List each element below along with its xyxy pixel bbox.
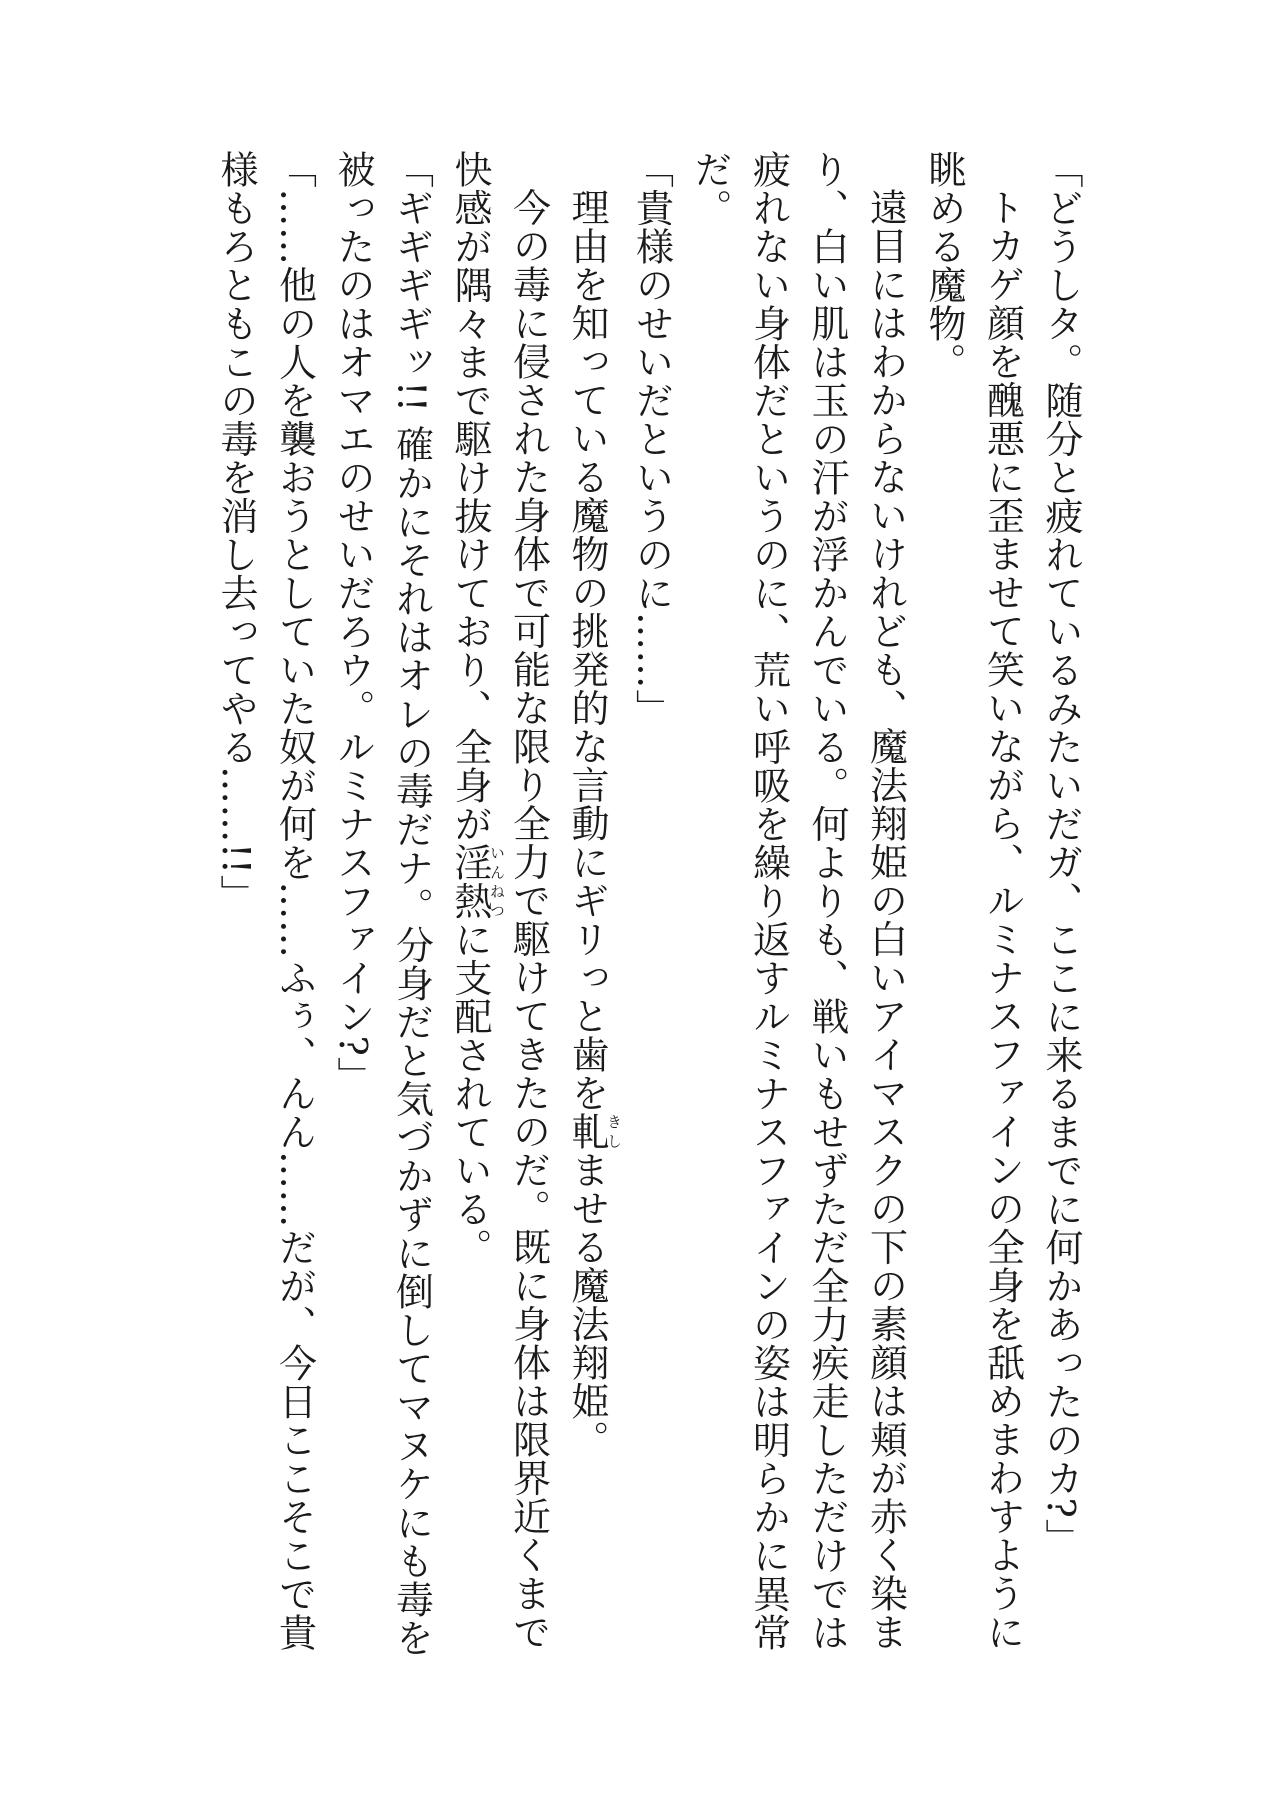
dialogue-line: 「……他の人を襲おうとしていた奴が何を……ふぅ、んん……だが、今日ここそこで貴様もろともこの毒を消し去ってやる……!!」	[214, 150, 317, 1652]
ruby-base: 軋	[565, 1112, 609, 1151]
dialogue-line: 「ギギギギッ!! 確かにそれはオレの毒だナ。分身だと気づかずに倒してマヌケにも毒を被ったのはオマエのせいだろウ。ルミナスファイン?」	[331, 150, 434, 1658]
narration-paragraph: トカゲ顔を醜悪に歪ませて笑いながら、ルミナスファインの全身を舐めまわすように眺める魔物。	[922, 150, 1025, 1651]
ruby-reading: いんねつ	[488, 843, 506, 920]
ruby-annotation	[448, 843, 506, 920]
narration-text: 今の毒に侵された身体で可能な限り全力で駆けてきたのだ。既に身体は限界近くまで快感が隅々まで駆け抜けており、全身が	[448, 150, 551, 1651]
dialogue-line: 「貴様のせいだというのに……」	[629, 150, 674, 728]
narration-paragraph: 遠目にはわからないけれども、魔法翔姫の白いアイマスクの下の素顔は頬が赤く染まり、白い肌は玉の汗が浮かんでいる。何よりも、戦いもせずただ全力疾走しただけでは疲れない身体だというのに、荒い呼吸を繰り返すルミナスファインの姿は明らかに異常だ。	[688, 150, 908, 1652]
narration-paragraph	[558, 150, 623, 1670]
vertical-text-body	[207, 150, 1091, 1670]
ruby-reading: きし	[605, 1112, 623, 1151]
narration-text: 理由を知っている魔物の挑発的な言動にギリっと歯を	[565, 188, 609, 1112]
narration-text: に支配されている。	[448, 920, 492, 1267]
dialogue-line: 「どうしタ。随分と疲れているみたいだガ、ここに来るまでに何かあったのカ?」	[1039, 150, 1083, 1557]
narration-paragraph	[441, 150, 558, 1670]
narration-text: ませる魔法翔姫。	[565, 1150, 609, 1459]
ruby-base: 淫熱	[448, 843, 492, 920]
ruby-annotation	[565, 1112, 623, 1151]
